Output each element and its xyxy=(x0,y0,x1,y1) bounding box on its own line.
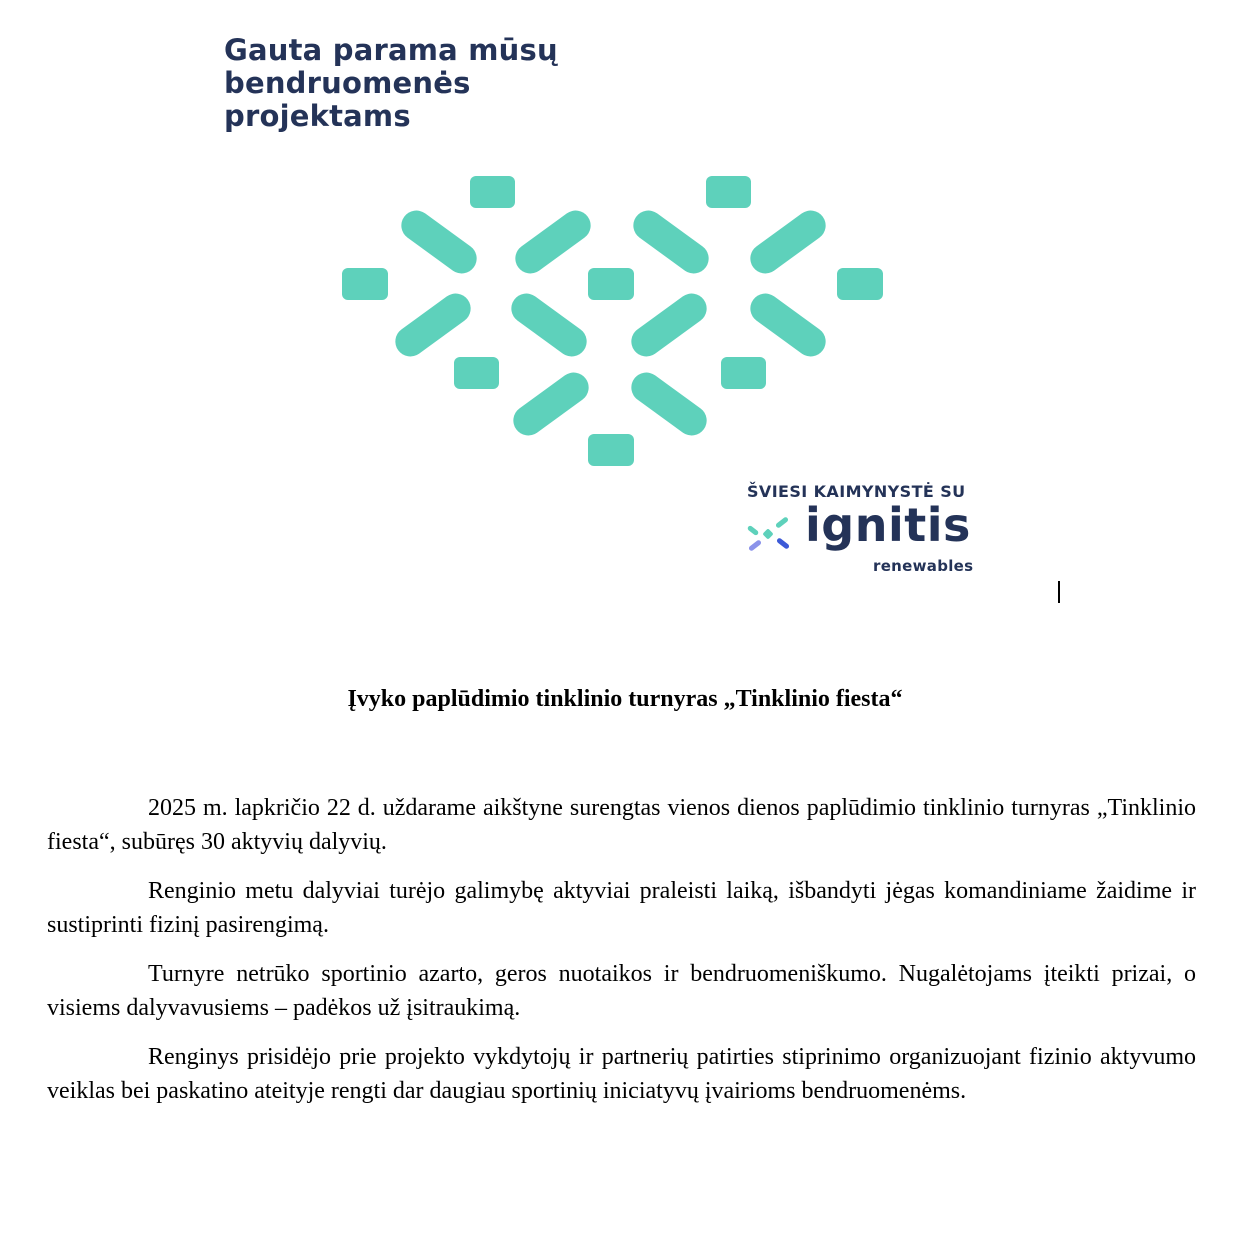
mosaic-tile xyxy=(454,357,499,389)
mosaic-tile xyxy=(837,268,883,300)
ignitis-x-icon xyxy=(745,514,793,554)
body-paragraph: 2025 m. lapkričio 22 d. uždarame aikštyne surengtas vienos dienos paplūdimio tinklinio turnyras „Tinklinio fiesta“, subūręs 30 aktyvių dalyvių. xyxy=(47,795,1196,855)
banner-title-line: projektams xyxy=(224,99,411,133)
mosaic-bar xyxy=(507,367,594,442)
mosaic-tile xyxy=(721,357,766,389)
mosaic-bar xyxy=(389,288,476,363)
mosaic-tile xyxy=(588,434,634,466)
ignitis-logo xyxy=(745,498,1015,576)
banner-title-line: bendruomenės xyxy=(224,66,471,100)
body-paragraph: Renginio metu dalyviai turėjo galimybę aktyviai praleisti laiką, išbandyti jėgas komandiniame žaidime ir sustiprinti fizinį pasirengimą. xyxy=(47,878,1196,938)
banner-title xyxy=(224,34,664,133)
heart-mosaic-graphic xyxy=(335,168,895,478)
document-body xyxy=(47,791,1196,1123)
mosaic-tile xyxy=(588,268,634,300)
brand-tagline: ŠVIESI KAIMYNYSTĖ SU xyxy=(747,482,966,501)
mosaic-bar xyxy=(625,288,712,363)
brand-subname: renewables xyxy=(873,557,974,575)
body-paragraph: Turnyre netrūko sportinio azarto, geros nuotaikos ir bendruomeniškumo. Nugalėtojams įteikti prizai, o visiems dalyvavusiems – padėkos už įsitraukimą. xyxy=(47,961,1196,1021)
mosaic-bar xyxy=(625,367,712,442)
mosaic-bar xyxy=(744,288,831,363)
mosaic-bar xyxy=(627,205,714,280)
document-heading: Įvyko paplūdimio tinklinio turnyras „Tinklinio fiesta“ xyxy=(347,686,903,712)
brand-name: ignitis xyxy=(805,498,971,552)
mosaic-tile xyxy=(342,268,388,300)
mosaic-bar xyxy=(509,205,596,280)
mosaic-bar xyxy=(395,205,482,280)
mosaic-tile xyxy=(706,176,751,208)
mosaic-bar xyxy=(505,288,592,363)
text-cursor xyxy=(1058,581,1060,603)
banner-title-line: Gauta parama mūsų xyxy=(224,33,558,67)
body-paragraph: Renginys prisidėjo prie projekto vykdytojų ir partnerių patirties stiprinimo organizuojant fizinio aktyvumo veiklas bei paskatino ateityje rengti dar daugiau sportinių iniciatyvų įvairioms bendruomenėms. xyxy=(47,1044,1196,1104)
mosaic-tile xyxy=(470,176,515,208)
mosaic-bar xyxy=(744,205,831,280)
